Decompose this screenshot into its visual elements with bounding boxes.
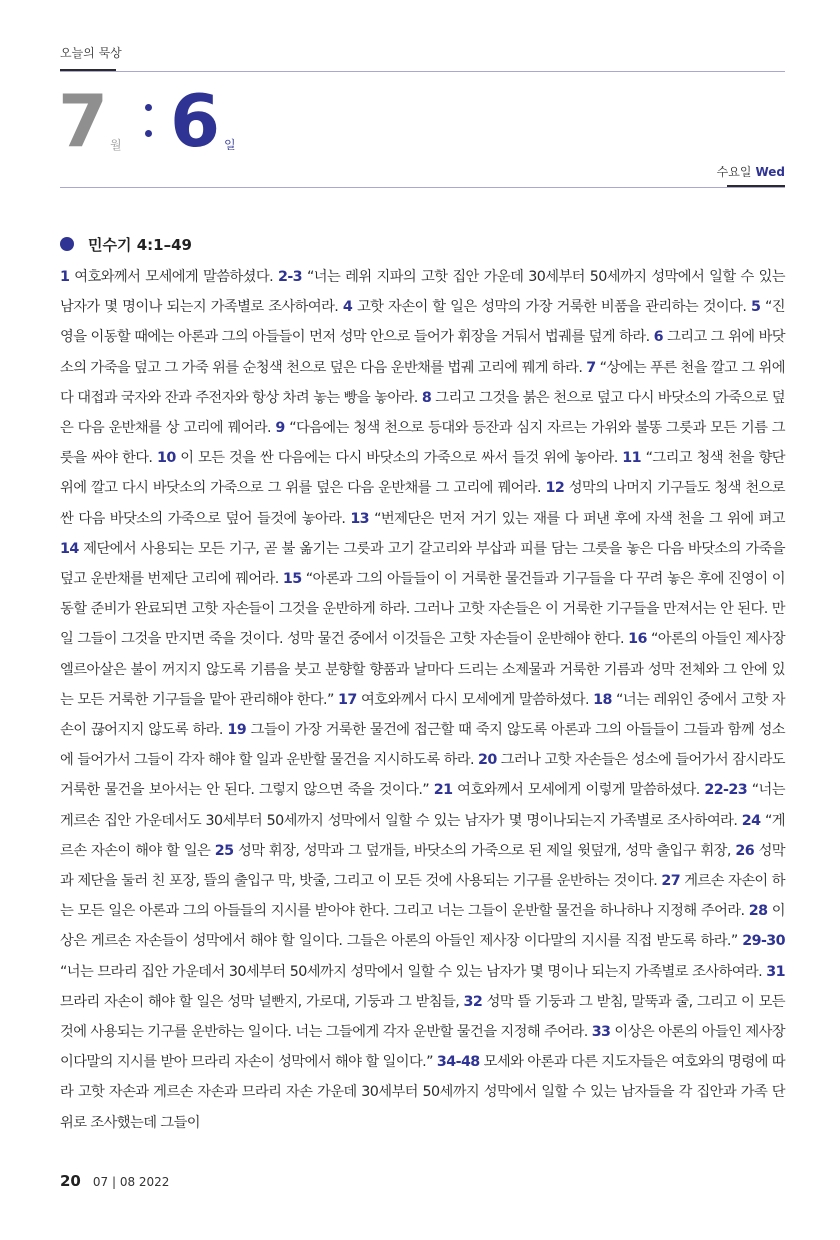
verse-number: 11: [622, 450, 641, 467]
verse-text: 성막과 제단을 둘러 친 포장, 뜰의 출입구 막, 밧줄, 그리고 이 모든 것에 사용되는 기구를 운반하는 것이다.: [60, 842, 785, 890]
verse-number: 19: [227, 722, 247, 739]
verse-number: 34-48: [436, 1054, 480, 1071]
verse-text: “그리고 청색 천을 향단 위에 깔고 다시 바닷소의 가죽으로 그 위를 덮은 다음 운반채를 그 고리에 꿰어라.: [60, 450, 786, 497]
verse-text: “너는 레위인 중에서 고핫 자손이 끊어지지 않도록 하라.: [60, 691, 786, 739]
verse-text: 그리고 그것을 붉은 천으로 덮고 다시 바닷소의 가죽으로 덮은 다음 운반채를 상 고리에 꿰어라.: [60, 389, 785, 437]
date-colon: [145, 104, 153, 140]
verse-text: 여호와께서 다시 모세에게 말씀하셨다.: [360, 691, 589, 708]
section-bullet-icon: [60, 237, 74, 251]
verse-text: 게르손 자손이 하는 모든 일은 아론과 그의 아들들의 지시를 받아야 한다. 그리고 너는 그들이 운반할 물건을 하나하나 지정해 주어라.: [60, 873, 785, 920]
verse-number: 32: [463, 993, 483, 1010]
verse-text: “진영을 이동할 때에는 아론과 그의 아들들이 먼저 성막 안으로 들어가 휘장을 거둬서 법궤를 덮게 하라.: [60, 299, 786, 346]
verse-text: 고핫 자손이 할 일은 성막의 가장 거룩한 비품을 관리하는 것이다.: [356, 299, 747, 316]
verse-number: 6: [653, 329, 663, 346]
verse-text: 므라리 자손이 해야 할 일은 성막 널빤지, 가로대, 기둥과 그 받침들,: [60, 993, 460, 1010]
verse-number: 8: [421, 389, 432, 406]
verse-number: 29-30: [742, 933, 785, 950]
verse-number: 17: [338, 691, 357, 708]
section-title: 민수기 4:1–49: [88, 236, 192, 254]
header-label: 오늘의 묵상: [60, 46, 122, 60]
verse-text: 여호와께서 모세에게 이렇게 말씀하셨다.: [457, 782, 700, 799]
verse-number: 26: [735, 842, 755, 859]
verse-number: 28: [748, 903, 768, 920]
issue-date: 07 | 08 2022: [92, 1175, 170, 1189]
verse-text: “다음에는 청색 천으로 등대와 등잔과 심지 자르는 가위와 불똥 그릇과 모든 기름 그릇을 싸야 한다.: [60, 420, 785, 467]
weekday: [717, 163, 785, 180]
verse-text: 그들이 가장 거룩한 물건에 접근할 때 죽지 않도록 아론과 그의 아들들이 그들과 함께 성소에 들어가서 그들이 각자 해야 할 일과 운반할 물건을 지시하도록 하라.: [60, 722, 785, 769]
scripture-text: [60, 262, 785, 1138]
verse-text: 여호와께서 모세에게 말씀하셨다.: [74, 269, 274, 285]
weekday-rule: [60, 187, 785, 188]
verse-number: 9: [275, 420, 285, 437]
verse-text: 이 모든 것을 싼 다음에는 다시 바닷소의 가죽으로 싸서 들것 위에 놓아라.: [180, 450, 618, 467]
verse-number: 33: [591, 1024, 611, 1041]
month-unit: 월: [110, 138, 122, 152]
verse-text: 이상은 게르손 자손들이 성막에서 해야 할 일이다. 그들은 아론의 아들인 제사장 이다말의 지시를 직접 받도록 하라.”: [60, 903, 785, 950]
page-number: 20: [60, 1172, 81, 1190]
verse-number: 22-23: [704, 782, 748, 799]
verse-text: “너는 게르손 집안 가운데서도 30세부터 50세까지 성막에서 일할 수 있는 남자가 몇 명이나되는지 가족별로 조사하여라.: [60, 782, 785, 829]
verse-number: 4: [342, 299, 353, 316]
verse-text: “게르손 자손이 해야 할 일은: [60, 812, 786, 859]
verse-number: 27: [661, 873, 681, 890]
verse-number: 7: [586, 359, 596, 376]
verse-number: 16: [628, 631, 647, 648]
verse-number: 31: [766, 963, 785, 980]
verse-text: 제단에서 사용되는 모든 기구, 곧 불 옮기는 그릇과 고기 갈고리와 부삽과 피를 담는 그릇을 놓은 다음 바닷소의 가죽을 덮고 운반채를 번제단 고리에 꿰어라.: [60, 540, 785, 588]
header-rule: [60, 71, 785, 72]
verse-text: 그러나 고핫 자손들은 성소에 들어가서 잠시라도 거룩한 물건을 보아서는 안 된다. 그렇지 않으면 죽을 것이다.”: [60, 752, 785, 799]
verse-number: 20: [478, 752, 497, 769]
verse-text: 성막 휘장, 성막과 그 덮개들, 바닷소의 가죽으로 된 제일 윗덮개, 성막 출입구 휘장,: [237, 842, 731, 859]
verse-text: “아론과 그의 아들들이 이 거룩한 물건들과 기구들을 다 꾸려 놓은 후에 진영이 이동할 준비가 완료되면 고핫 자손들이 그것을 운반하게 하라. 그러나 고핫 자손들은 이 거룩한 기구들을 만져서는 안 된다. 만일 그들이 그것을 만지면 죽을 것이다. 성막 물건 중에서 이것들은 고핫 자손들이 운반해야 한다.: [60, 571, 785, 648]
verse-number: 1: [60, 269, 70, 285]
verse-number: 2-3: [277, 269, 303, 285]
verse-text: “너는 레위 지파의 고핫 집안 가운데 30세부터 50세까지 성막에서 일할 수 있는 남자가 몇 명이나 되는지 가족별로 조사하여라.: [60, 269, 786, 316]
verse-number: 18: [593, 691, 612, 708]
verse-number: 25: [214, 842, 234, 859]
verse-number: 13: [350, 510, 370, 527]
weekday-english: Wed: [755, 165, 785, 179]
verse-text: 성막의 나머지 기구들도 청색 천으로 싼 다음 바닷소의 가죽으로 덮어 들것에 놓아라.: [60, 480, 785, 527]
day-unit: 일: [224, 138, 236, 152]
verse-number: 14: [60, 540, 79, 557]
verse-text: “번제단은 먼저 거기 있는 재를 다 퍼낸 후에 자색 천을 그 위에 펴고: [374, 510, 785, 527]
verse-text: “너는 므라리 집안 가운데서 30세부터 50세까지 성막에서 일할 수 있는 남자가 몇 명이나 되는지 가족별로 조사하여라.: [60, 963, 763, 980]
verse-text: “상에는 푸른 천을 깔고 그 위에다 대접과 국자와 잔과 주전자와 항상 차려 놓는 빵을 놓아라.: [60, 359, 785, 406]
verse-number: 15: [282, 571, 302, 588]
verse-text: 이상은 아론의 아들인 제사장 이다말의 지시를 받아 므라리 자손이 성막에서 해야 할 일이다.”: [60, 1024, 785, 1071]
verse-text: 모세와 아론과 다른 지도자들은 여호와의 명령에 따라 고핫 자손과 게르손 자손과 므라리 자손 가운데 30세부터 50세까지 성막에서 일할 수 있는 남자들을 각 집안과 가족 단위로 조사했는데 그들이: [60, 1054, 786, 1131]
verse-number: 21: [433, 782, 453, 799]
verse-text: 성막 뜰 기둥과 그 받침, 말뚝과 줄, 그리고 이 모든 것에 사용되는 기구를 운반하는 일이다. 너는 그들에게 각자 운반할 물건을 지정해 주어라.: [60, 993, 785, 1041]
verse-number: 24: [741, 812, 761, 829]
day-number: 6: [170, 79, 221, 163]
verse-number: 10: [156, 450, 176, 467]
footer: [60, 1172, 169, 1190]
verse-text: 그리고 그 위에 바닷소의 가죽을 덮고 그 가죽 위를 순청색 천으로 덮은 다음 운반채를 법궤 고리에 꿰게 하라.: [60, 329, 785, 376]
verse-number: 12: [545, 480, 565, 497]
verse-text: “아론의 아들인 제사장 엘르아살은 불이 꺼지지 않도록 기름을 붓고 분향할 향품과 날마다 드리는 소제물과 거룩한 기름과 성막 전체와 그 안에 있는 모든 거룩한 기구들을 맡아 관리해야 한다.”: [60, 631, 786, 708]
month-number: 7: [58, 79, 109, 163]
verse-number: 5: [750, 299, 761, 316]
weekday-korean: 수요일: [716, 165, 752, 179]
